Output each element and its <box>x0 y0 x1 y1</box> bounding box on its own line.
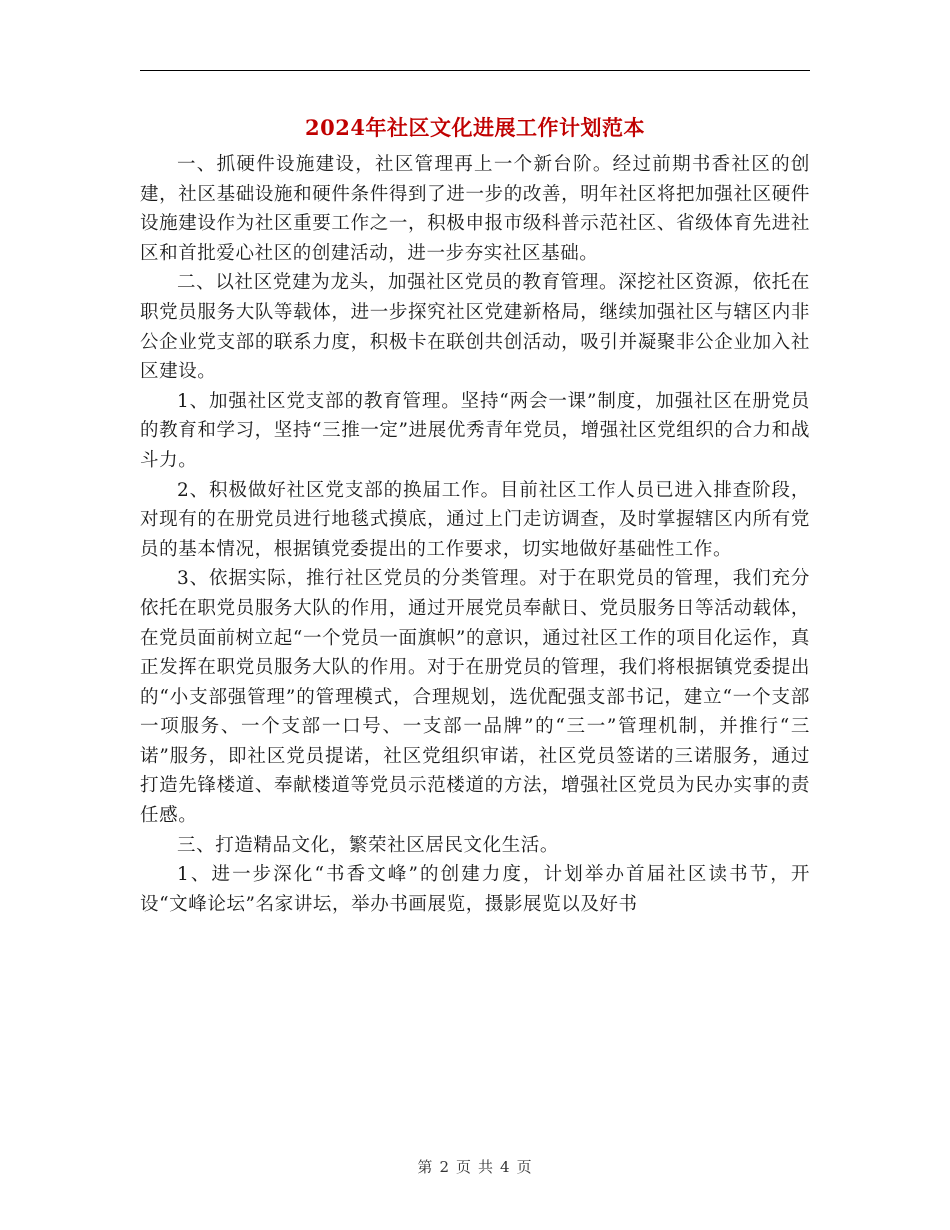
header-rule <box>140 70 810 71</box>
paragraph-2: 二、以社区党建为龙头，加强社区党员的教育管理。深挖社区资源，依托在职党员服务大队等载体，进一步探究社区党建新格局，继续加强社区与辖区内非公企业党支部的联系力度，积极卡在联创共创活动，吸引并凝聚非公企业加入社区建设。 <box>140 272 810 383</box>
document-title: 2024年社区文化进展工作计划范本 <box>305 115 645 140</box>
footer-total-word: 页 <box>516 1158 533 1176</box>
paragraph-4: 2、积极做好社区党支部的换届工作。目前社区工作人员已进入排查阶段，对现有的在册党员进行地毯式摸底，通过上门走访调查，及时掌握辖区内所有党员的基本情况，根据镇党委提出的工作要求，切实地做好基础性工作。 <box>140 479 810 560</box>
page-footer <box>0 1156 950 1177</box>
paragraph-5: 3、依据实际，推行社区党员的分类管理。对于在职党员的管理，我们充分依托在职党员服务大队的作用，通过开展党员奉献日、党员服务日等活动载体，在党员面前树立起“一个党员一面旗帜”的意识，通过社区工作的项目化运作，真正发挥在职党员服务大队的作用。对于在册党员的管理，我们将根据镇党委提出的“小支部强管理”的管理模式，合理规划，选优配强支部书记，建立“一个支部一项服务、一个支部一口号、一支部一品牌”的“三一”管理机制，并推行“三诺”服务，即社区党员提诺，社区党组织审诺，社区党员签诺的三诺服务，通过打造先锋楼道、奉献楼道等党员示范楼道的方法，增强社区党员为民办实事的责任感。 <box>140 568 810 827</box>
footer-page-number: 2 <box>439 1158 450 1176</box>
paragraph-7: 1、进一步深化“书香文峰”的创建力度，计划举办首届社区读书节，开设“文峰论坛”名家讲坛，举办书画展览，摄影展览以及好书 <box>140 864 810 915</box>
paragraph-1: 一、抓硬件设施建设，社区管理再上一个新台阶。经过前期书香社区的创建，社区基础设施和硬件条件得到了进一步的改善，明年社区将把加强社区硬件设施建设作为社区重要工作之一，积极申报市级科普示范社区、省级体育先进社区和首批爱心社区的创建活动，进一步夯实社区基础。 <box>140 154 810 264</box>
paragraph-3: 1、加强社区党支部的教育管理。坚持“两会一课”制度，加强社区在册党员的教育和学习，坚持“三推一定”进展优秀青年党员，增强社区党组织的合力和战斗力。 <box>140 390 810 471</box>
footer-page-word: 页 <box>455 1158 472 1176</box>
footer-total-pages: 4 <box>500 1158 511 1176</box>
document-body <box>140 150 810 919</box>
footer-prefix: 第 <box>417 1158 434 1176</box>
footer-total-prefix: 共 <box>478 1158 495 1176</box>
paragraph-6: 三、打造精品文化，繁荣社区居民文化生活。 <box>177 834 560 856</box>
